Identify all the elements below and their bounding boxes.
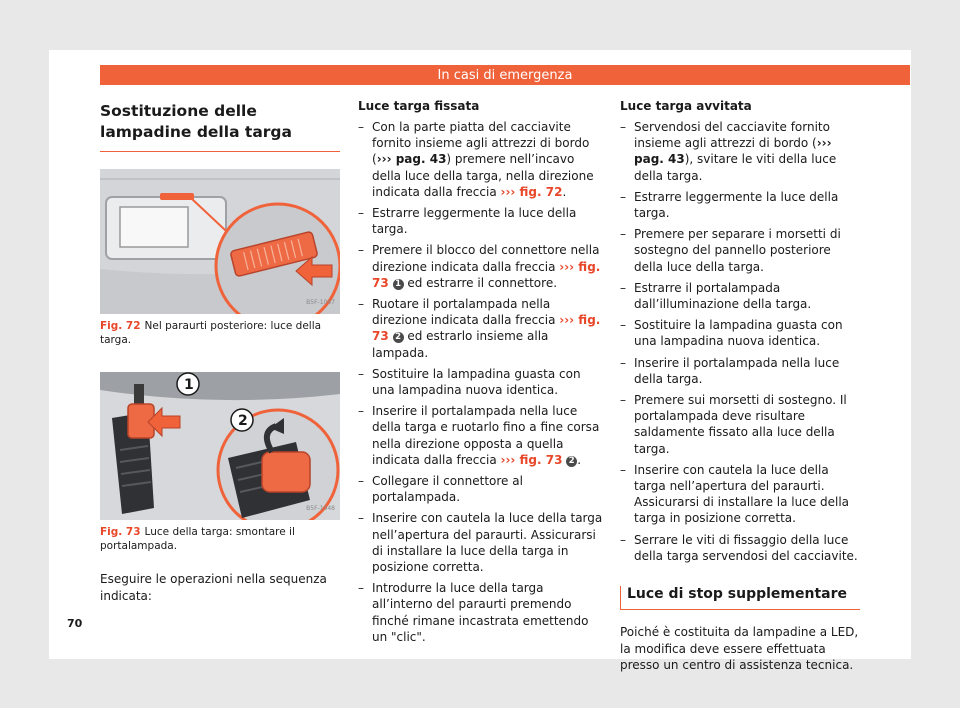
manual-page [49, 50, 911, 673]
page-reference-link[interactable]: ››› pag. 43 [634, 136, 832, 167]
bulb-holder-illustration [100, 372, 340, 520]
figure-ref-label: Fig. 72 [100, 320, 141, 332]
section-title: Sostituzione delle lampadine della targa [100, 101, 340, 152]
license-plate-light-illustration [100, 169, 340, 314]
callout-number-badge: 2 [566, 456, 577, 467]
figure-caption-text: Luce della targa: smontare il portalampada. [100, 526, 295, 552]
figure-marker-1: 1 [184, 377, 194, 393]
step-item: – Inserire con cautela la luce della targa nell’apertura del paraurti. Assicurarsi di installare la luce della targa in posizione corretta. [358, 510, 604, 575]
step-item: – Sostituire la lampadina guasta con una lampadina nuova identica. [620, 317, 860, 349]
step-item: – Estrarre leggermente la luce della targa. [358, 205, 604, 237]
callout-number-badge: 1 [393, 279, 404, 290]
step-item: – Servendosi del cacciavite fornito insieme agli attrezzi di bordo (››› pag. 43), svitare le viti della luce della targa. [620, 119, 860, 184]
figure-reference-link[interactable]: ››› fig. 73 [500, 452, 563, 467]
step-item: – Premere sui morsetti di sostegno. Il portalampada deve risultare saldamente fissato alla luce della targa. [620, 392, 860, 457]
subsection-title: Luce targa avvitata [620, 99, 752, 113]
figure-caption-text: Nel paraurti posteriore: luce della targa. [100, 320, 322, 346]
step-list [358, 119, 604, 645]
figure-73-image [100, 372, 340, 520]
figure-code: B5F-1047 [306, 299, 335, 306]
step-item: – Inserire il portalampada nella luce della targa. [620, 355, 860, 387]
figure-72-image [100, 169, 340, 314]
step-item: – Collegare il connettore al portalampada. [358, 473, 604, 505]
figure-73-caption [100, 525, 340, 553]
chapter-banner: In casi di emergenza [100, 65, 910, 85]
figure-reference-link[interactable]: ››› fig. 72 [500, 184, 563, 199]
step-item: – Serrare le viti di fissaggio della luce della targa servendosi del cacciavite. [620, 532, 860, 564]
page-number: 70 [67, 617, 83, 630]
subsection-title: Luce targa fissata [358, 99, 480, 113]
step-item: – Introdurre la luce della targa all’interno del paraurti premendo finché rimane incastrata emettendo un "clic". [358, 580, 604, 645]
section-heading-stop-light: Luce di stop supplementare [620, 586, 860, 610]
step-list [620, 119, 860, 564]
intro-paragraph: Eseguire le operazioni nella sequenza indicata: [100, 572, 327, 603]
step-item: – Premere il blocco del connettore nella direzione indicata dalla freccia ››› fig. 73 1 ed estrarre il connettore. [358, 242, 604, 291]
figure-ref-label: Fig. 73 [100, 526, 141, 538]
step-item: – Inserire il portalampada nella luce della targa e ruotarlo fino a fine corsa nella direzione opposta a quella indicata dalla freccia ››› fig. 73 2 . [358, 403, 604, 468]
stop-light-paragraph: Poiché è costituita da lampadine a LED, la modifica deve essere effettuata presso un centro di assistenza tecnica. [620, 625, 859, 673]
step-item: – Sostituire la lampadina guasta con una lampadina nuova identica. [358, 366, 604, 398]
figure-marker-2: 2 [238, 413, 248, 429]
callout-number-badge: 2 [393, 332, 404, 343]
figure-code: B5F-1048 [306, 505, 335, 512]
step-item: – Estrarre leggermente la luce della targa. [620, 189, 860, 221]
step-item: – Estrarre il portalampada dall’illuminazione della targa. [620, 280, 860, 312]
figure-72-caption [100, 319, 340, 347]
step-item: – Ruotare il portalampada nella direzione indicata dalla freccia ››› fig. 73 2 ed estrarlo insieme alla lampada. [358, 296, 604, 361]
figure-reference-link[interactable]: ››› fig. 73 [372, 259, 601, 290]
step-item: – Inserire con cautela la luce della targa nell’apertura del paraurti. Assicurarsi di installare la luce della targa in posizione corretta. [620, 462, 860, 527]
right-column [620, 98, 860, 674]
middle-column [358, 98, 604, 650]
figure-reference-link[interactable]: ››› fig. 73 [372, 313, 601, 344]
step-item: – Con la parte piatta del cacciavite fornito insieme agli attrezzi di bordo (››› pag. 43) premere nell’incavo della luce della targa, nella direzione indicata dalla freccia ››› fig. 72. [358, 119, 604, 200]
left-column [100, 98, 340, 604]
step-item: – Premere per separare i morsetti di sostegno del pannello posteriore della luce della targa. [620, 226, 860, 275]
page-reference-link[interactable]: ››› pag. 43 [376, 152, 447, 167]
